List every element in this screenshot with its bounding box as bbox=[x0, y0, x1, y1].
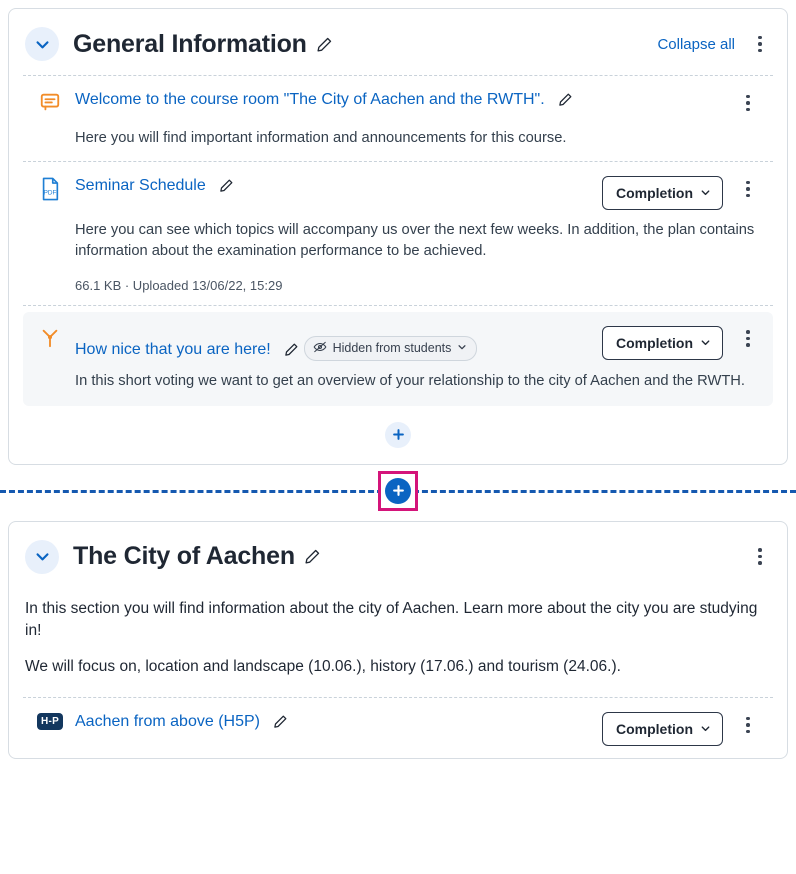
forum-icon bbox=[37, 90, 63, 118]
section-summary-paragraph: We will focus on, location and landscape (10.06.), history (17.06.) and tourism (24.06.). bbox=[25, 658, 621, 676]
section-general-information bbox=[8, 8, 788, 465]
completion-dropdown[interactable] bbox=[602, 176, 723, 210]
eye-slash-icon bbox=[313, 340, 327, 357]
activity-file-meta: 66.1 KB · Uploaded 13/06/22, 15:29 bbox=[75, 277, 283, 293]
section-header bbox=[9, 9, 787, 75]
course-page bbox=[0, 8, 796, 874]
completion-dropdown[interactable] bbox=[602, 712, 723, 746]
section-header bbox=[9, 522, 787, 588]
collapse-section-toggle[interactable] bbox=[25, 540, 59, 574]
choice-icon bbox=[37, 326, 63, 354]
chevron-down-icon bbox=[457, 341, 467, 355]
edit-activity-title-icon[interactable] bbox=[284, 342, 299, 357]
section-summary bbox=[25, 598, 771, 697]
chevron-down-icon bbox=[34, 548, 51, 565]
edit-activity-title-icon[interactable] bbox=[558, 92, 573, 107]
chevron-down-icon bbox=[700, 721, 711, 737]
edit-section-title-icon[interactable] bbox=[304, 548, 321, 565]
activity-actions-menu[interactable] bbox=[737, 90, 759, 116]
activity-item-pdf bbox=[23, 162, 773, 305]
activity-item-h5p bbox=[23, 698, 773, 758]
add-section-separator bbox=[0, 469, 796, 513]
activity-actions-menu[interactable] bbox=[737, 712, 759, 738]
activity-title-link[interactable]: Welcome to the course room "The City of Aachen and the RWTH". bbox=[75, 91, 545, 108]
activity-title-link[interactable]: Aachen from above (H5P) bbox=[75, 712, 260, 730]
chevron-down-icon bbox=[700, 185, 711, 201]
add-section-button[interactable] bbox=[385, 478, 411, 504]
pdf-icon bbox=[37, 176, 63, 204]
svg-text:PDF: PDF bbox=[43, 189, 57, 197]
collapse-section-toggle[interactable] bbox=[25, 27, 59, 61]
section-actions-menu[interactable] bbox=[749, 31, 771, 57]
hidden-from-students-badge[interactable] bbox=[304, 336, 478, 361]
section-title: General Information bbox=[73, 29, 307, 58]
section-summary-paragraph: In this section you will find information about the city of Aachen. Learn more about the city you are studying in! bbox=[25, 599, 758, 639]
activity-description: In this short voting we want to get an overview of your relationship to the city of Aachen and the RWTH. bbox=[75, 372, 745, 389]
edit-section-title-icon[interactable] bbox=[316, 36, 333, 53]
h5p-icon bbox=[37, 712, 63, 740]
add-section-highlight bbox=[378, 471, 418, 511]
activity-title-link[interactable]: Seminar Schedule bbox=[75, 176, 206, 194]
chevron-down-icon bbox=[700, 335, 711, 351]
edit-activity-title-icon[interactable] bbox=[219, 178, 234, 193]
add-activity-row bbox=[9, 406, 787, 464]
activity-description: Here you can see which topics will accompany us over the next few weeks. In addition, the plan contains information about the examination performance to be achieved. bbox=[75, 221, 755, 259]
activity-title-link[interactable]: How nice that you are here! bbox=[75, 340, 271, 358]
divider bbox=[23, 305, 773, 306]
activity-item-forum bbox=[23, 76, 773, 161]
chevron-down-icon bbox=[34, 36, 51, 53]
completion-label: Completion bbox=[616, 184, 693, 201]
section-title: The City of Aachen bbox=[73, 542, 295, 570]
add-activity-button[interactable] bbox=[385, 422, 411, 448]
completion-label: Completion bbox=[616, 720, 693, 737]
activity-description: Here you will find important information and announcements for this course. bbox=[75, 130, 567, 146]
activity-actions-menu[interactable] bbox=[737, 326, 759, 352]
completion-dropdown[interactable] bbox=[602, 326, 723, 360]
section-city-of-aachen bbox=[8, 521, 788, 759]
h5p-icon-label: H-P bbox=[37, 713, 63, 730]
completion-label: Completion bbox=[616, 334, 693, 351]
hidden-badge-label: Hidden from students bbox=[332, 341, 452, 356]
activity-actions-menu[interactable] bbox=[737, 176, 759, 202]
collapse-all-link[interactable]: Collapse all bbox=[657, 35, 735, 53]
activity-item-choice bbox=[23, 312, 773, 406]
edit-activity-title-icon[interactable] bbox=[273, 714, 288, 729]
section-actions-menu[interactable] bbox=[749, 544, 771, 570]
